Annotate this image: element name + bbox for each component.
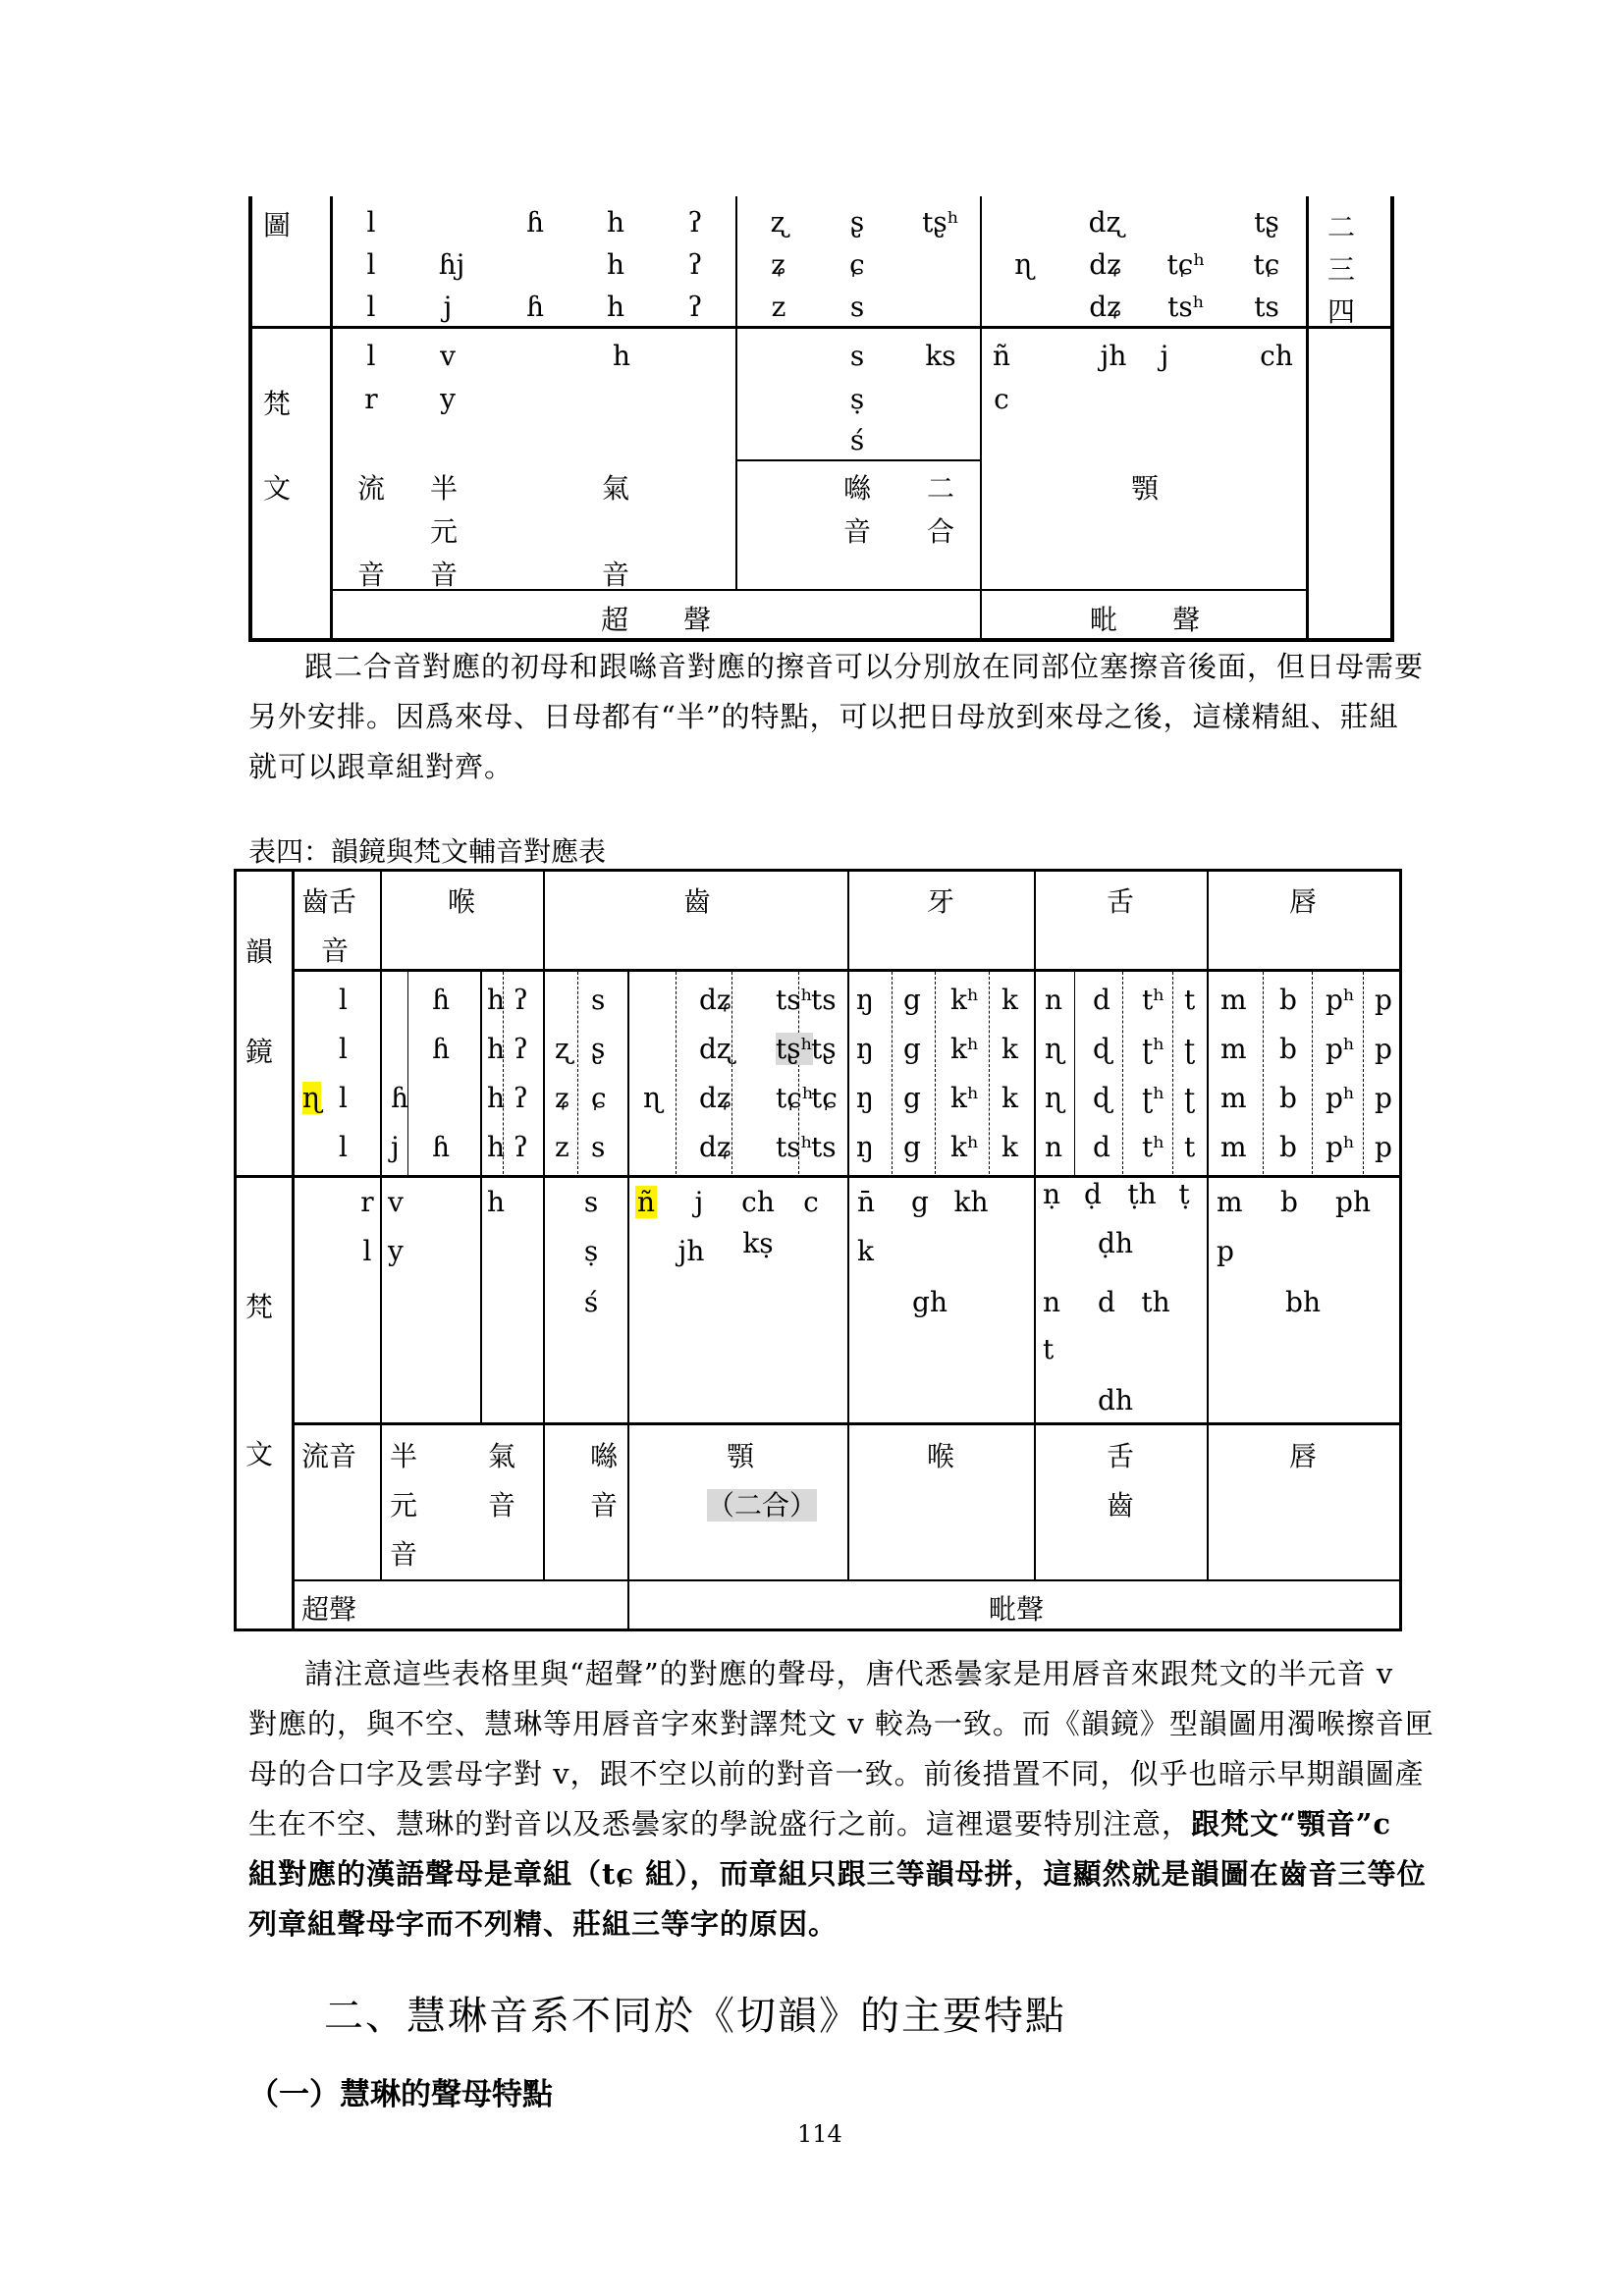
t3-cell: 音 [601, 559, 630, 591]
t4-cell: th [1141, 1286, 1170, 1318]
t3-cell: ʔ [687, 206, 703, 239]
t4-yun-cell: ŋ [856, 1033, 875, 1065]
para1-line: 另外安排。因爲來母、日母都有“半”的特點，可以把日母放到來母之後，這樣精組、莊組 [248, 700, 1399, 733]
t3-cell: ks [925, 340, 956, 372]
t4-yun-cell: z [555, 1131, 569, 1163]
t4-yun-cell: g [903, 1033, 921, 1065]
t4-yun-cell: ʈʰ [1142, 1033, 1165, 1065]
t4-cat-tongue: 齒 [1106, 1489, 1135, 1522]
t4-yun-cell: h ʔ [487, 984, 528, 1016]
t4-yun-cell: p [1375, 984, 1392, 1016]
para2-line-text: 生在不空、慧琳的對音以及悉曇家的學說盛行之前。這裡還要特別注意， [248, 1807, 1192, 1841]
t4-cell: ṇ [1043, 1178, 1061, 1210]
t3-cell: s [849, 340, 865, 372]
t4-yun-cell: h ʔ [487, 1033, 528, 1065]
t4-cell: y [388, 1235, 404, 1267]
t4-yun-cell: n [1045, 1131, 1063, 1163]
t4-yun-cell: ʐ [555, 1033, 571, 1065]
t3-footer-pi: 毗 聲 [1089, 604, 1201, 636]
t3-cell: 氣 [601, 472, 630, 505]
t3-div: 二 [1326, 211, 1356, 243]
t4-yun-cell: dʑ [699, 984, 732, 1016]
t4-yun-cell: dʐ [699, 1033, 733, 1065]
t4-cell: p [1217, 1235, 1234, 1267]
t3-div: 四 [1326, 295, 1356, 328]
t3-cell: dʐ [1088, 206, 1123, 239]
t4-yun-cell: pʰ [1326, 1082, 1356, 1114]
t4-yun-cell: ŋ [856, 984, 875, 1016]
t4-yun-cell: k [1001, 1082, 1018, 1114]
t4-cell: ṭ [1178, 1178, 1190, 1210]
t3-cell: ɳ [1014, 248, 1034, 281]
t3-label-wen: 文 [263, 472, 292, 505]
t4-yun-cell: tʂʰ [776, 1033, 813, 1065]
t4-cat-liq: 流音 [301, 1440, 357, 1472]
t4-yun-cell: b [1279, 1033, 1297, 1065]
t4-cell: t [1043, 1333, 1055, 1365]
t4-cell: ṭh [1127, 1178, 1157, 1210]
t4-yun-cell: tɕʰ [776, 1082, 815, 1114]
t3-cell: ñ [992, 340, 1011, 372]
t4-yun-cell: p [1375, 1082, 1392, 1114]
t4-yun-cell: ŋ [856, 1082, 875, 1114]
t4-yun-cell: pʰ [1326, 1131, 1356, 1163]
t4-yun-cell: l [339, 1082, 348, 1114]
t3-cell: 流 [356, 472, 386, 505]
t3-cell: l [366, 248, 376, 281]
t4-yun-cell: ɖ [1093, 1082, 1111, 1114]
t4-yun-cell: s [591, 1131, 606, 1163]
t4-yun-cell: pʰ [1326, 1033, 1356, 1065]
t4-header-hou: 喉 [447, 885, 476, 918]
t4-cell: b [1280, 1186, 1298, 1218]
t4-cell: g [911, 1186, 929, 1218]
t4-yun-cell: ʑ [555, 1082, 570, 1114]
para1-line: 跟二合音對應的初母和跟噝音對應的擦音可以分別放在同部位塞擦音後面，但日母需要 [304, 650, 1425, 683]
t3-cell: tʂ [1254, 206, 1279, 239]
t4-label-wen: 文 [245, 1438, 274, 1470]
t3-cell: c [994, 383, 1009, 415]
t4-yun-cell: ŋ [856, 1131, 875, 1163]
t4-header-chishe: 齒舌 [301, 885, 357, 918]
t4-yun-cell: ɦ [432, 1033, 451, 1065]
t3-cell: ʔ [687, 248, 703, 281]
t4-cat-sib: 音 [590, 1489, 619, 1522]
t3-cell: 元 [429, 515, 459, 548]
para1-line: 就可以跟章組對齊。 [248, 750, 514, 783]
t4-yun-cell: ɕ [591, 1082, 607, 1114]
t4-cell: r [360, 1186, 374, 1218]
t4-yun-cell: ɳ [1045, 1033, 1064, 1065]
t4-yun-cell: kʰ [950, 1033, 980, 1065]
t4-cell: ḍh [1098, 1227, 1133, 1259]
t4-yun-cell: ɳ [1045, 1082, 1064, 1114]
t3-cell: ṣ [849, 383, 865, 415]
t4-yun-cell: ʂ [591, 1033, 606, 1065]
t4-yun-cell: tsʰ [776, 984, 813, 1016]
t4-yun-cell: ts [811, 1131, 837, 1163]
t3-cell: j [1160, 340, 1169, 372]
t4-yun-cell: t [1184, 1131, 1196, 1163]
t3-cell: 二 [926, 472, 955, 505]
t4-yun-cell: kʰ [950, 1082, 980, 1114]
t4-yun-cell: tsʰ [776, 1131, 813, 1163]
t4-cell-highlight: ñ [637, 1186, 656, 1218]
t3-cell: h [606, 206, 625, 239]
t4-cat-semi: 音 [390, 1538, 418, 1571]
t3-cell: 音 [429, 559, 459, 591]
t3-cell: 噝 [842, 472, 872, 505]
t4-yun-cell: ɳ [302, 1082, 322, 1114]
t4-cell: n̄ [857, 1186, 876, 1218]
t4-cell: ṣ [583, 1235, 599, 1267]
t3-cell: 合 [926, 515, 955, 548]
t3-cell: jh [1100, 340, 1127, 372]
t4-cell: d [1098, 1286, 1115, 1318]
t4-yun-cell: t [1184, 984, 1196, 1016]
page-number: 114 [797, 2120, 842, 2148]
t4-cell: m [1217, 1186, 1243, 1218]
t4-cat-velar: 喉 [926, 1440, 955, 1472]
t4-cell: c [803, 1186, 819, 1218]
t4-yun-cell: pʰ [1326, 984, 1356, 1016]
t4-yun-cell: l [339, 1131, 348, 1163]
t3-label-tu: 圖 [263, 209, 292, 241]
t4-yun-cell: n [1045, 984, 1063, 1016]
t3-cell: z [771, 291, 786, 323]
t4-yun-cell: tʂ [811, 1033, 837, 1065]
t4-yun-cell: ʈʰ [1142, 1082, 1165, 1114]
t4-header-chun: 唇 [1288, 885, 1318, 918]
t4-yun-cell: b [1279, 1082, 1297, 1114]
t3-cell: ɦ [525, 291, 545, 323]
t4-yun-cell: b [1279, 1131, 1297, 1163]
t4-yun-cell: p [1375, 1131, 1392, 1163]
t4-yun-cell: m [1220, 1033, 1247, 1065]
t4-yun-cell: ɦ [432, 1131, 451, 1163]
section-heading: 二、慧琳音系不同於《切韻》的主要特點 [324, 1994, 1066, 2039]
t3-cell: ʐ [770, 206, 787, 239]
t3-cell: tsʰ [1167, 291, 1205, 323]
t4-header-she: 舌 [1106, 885, 1135, 918]
t3-cell: dʑ [1089, 291, 1122, 323]
t4-yun-cell: h ʔ [487, 1082, 528, 1114]
t4-cell: n [1043, 1286, 1061, 1318]
t4-yun-cell: kʰ [950, 984, 980, 1016]
t3-cell: ʔ [687, 291, 703, 323]
t4-yun-cell: ɳ [643, 1082, 663, 1114]
t3-cell: l [366, 340, 376, 372]
t3-cell: ś [849, 424, 865, 456]
t4-yun-cell: ʈ [1184, 1033, 1196, 1065]
t4-cell: ch [741, 1186, 775, 1218]
t4-cell: kh [953, 1186, 989, 1218]
t4-yun-cell: ɦ [432, 984, 451, 1016]
table-4-caption: 表四：韻鏡與梵文輔音對應表 [248, 835, 607, 868]
t4-yun-cell: l [339, 984, 348, 1016]
t4-yun-cell: b [1279, 984, 1297, 1016]
para2-bold-tail: 跟梵文“顎音”c [1191, 1807, 1392, 1841]
t4-label-jing: 鏡 [245, 1036, 274, 1068]
t3-cell: h [612, 340, 631, 372]
para2-bold-line: 列章組聲母字而不列精、莊組三等字的原因。 [248, 1907, 839, 1941]
t4-yun-cell: d [1093, 984, 1110, 1016]
t4-header-ya: 牙 [926, 885, 955, 918]
subsection-heading: （一）慧琳的聲母特點 [248, 2077, 553, 2112]
t4-cat-pal-sub [707, 1484, 817, 1523]
t4-yun-cell: m [1220, 1131, 1247, 1163]
t3-cell: ts [1254, 291, 1279, 323]
t4-cell: jh [677, 1235, 705, 1267]
t3-cell: ɕ [849, 248, 865, 281]
t4-cell: h [487, 1186, 506, 1218]
t4-yun-cell: g [903, 984, 921, 1016]
t3-cell: r [364, 383, 378, 415]
t3-cell: 音 [842, 515, 872, 548]
t3-cell: h [606, 291, 625, 323]
para2-line [248, 1799, 1391, 1849]
para2-bold-line: 組對應的漢語聲母是章組（tɕ 組），而章組只跟三等韻母拼，這顯然就是韻圖在齒音三等位 [248, 1857, 1427, 1891]
t3-cell: l [366, 206, 376, 239]
t4-cell: gh [912, 1286, 947, 1318]
para2-line: 對應的，與不空、慧琳等用唇音字來對譯梵文 v 較為一致。而《韻鏡》型韻圖用濁喉擦音匣 [248, 1707, 1435, 1740]
t4-cat-semi: 元 [390, 1489, 418, 1522]
t3-cell: y [440, 383, 456, 415]
t3-cell: 音 [356, 559, 386, 591]
t4-yun-cell: ts [811, 984, 837, 1016]
t3-cell: v [440, 340, 456, 372]
t4-cell: ḍ [1084, 1178, 1102, 1210]
t4-yun-cell: tɕ [811, 1082, 838, 1114]
t4-yun-cell: j [391, 1131, 400, 1163]
t3-cell: ʂ [849, 206, 865, 239]
t3-div: 三 [1326, 253, 1356, 286]
t3-cell: dʑ [1089, 248, 1122, 281]
t4-yun-cell: d [1093, 1131, 1110, 1163]
t3-cell: tɕ [1253, 248, 1280, 281]
t4-yun-cell: g [903, 1082, 921, 1114]
t3-cell: tʂʰ [922, 206, 959, 239]
t4-yun-cell: k [1001, 984, 1018, 1016]
t4-footer-chao: 超聲 [301, 1593, 357, 1626]
t4-yun-cell: k [1001, 1131, 1018, 1163]
t4-cat-pal: 顎 [726, 1440, 755, 1472]
t4-cat-tongue: 舌 [1106, 1440, 1135, 1472]
para2-line: 請注意這些表格里與“超聲”的對應的聲母，唐代悉曇家是用唇音來跟梵文的半元音 v [304, 1657, 1394, 1690]
t4-cell: ś [583, 1286, 599, 1318]
t3-cell: tɕʰ [1166, 248, 1206, 281]
t4-yun-cell: dʑ [699, 1082, 732, 1114]
t4-cell: ph [1335, 1186, 1371, 1218]
t4-cat-pal-sub-text: （二合） [707, 1489, 818, 1522]
t4-yun-cell: g [903, 1131, 921, 1163]
t4-cell: v [388, 1186, 404, 1218]
t3-cell: l [366, 291, 376, 323]
para2-line: 母的合口字及雲母字對 v，跟不空以前的對音一致。前後措置不同，似乎也暗示早期韻圖產 [248, 1757, 1425, 1790]
t3-cell: ɦ [525, 206, 545, 239]
t4-yun-cell: tʰ [1142, 984, 1165, 1016]
t3-footer-chao: 超 聲 [600, 604, 712, 636]
t3-cell: 半 [429, 472, 459, 505]
t3-cell: 顎 [1130, 472, 1160, 505]
t3-label-fan: 梵 [263, 388, 292, 420]
t4-yun-cell: h ʔ [487, 1131, 528, 1163]
t4-label-yun: 韻 [245, 935, 274, 968]
t3-cell: ʑ [771, 248, 786, 281]
t3-cell: h [606, 248, 625, 281]
t4-cell: k [857, 1235, 874, 1267]
t4-yun-cell: kʰ [950, 1131, 980, 1163]
t4-yun-cell: p [1375, 1033, 1392, 1065]
t4-header-chi: 齒 [682, 885, 712, 918]
t4-yun-cell: s [591, 984, 606, 1016]
t4-cat-semi: 半 [390, 1440, 418, 1472]
t4-cell: dh [1098, 1384, 1133, 1416]
t4-yun-cell: ʈ [1184, 1082, 1196, 1114]
t4-footer-pi: 毗聲 [988, 1593, 1045, 1626]
t4-yun-cell: m [1220, 1082, 1247, 1114]
t4-cell: l [362, 1235, 372, 1267]
t4-cell: bh [1285, 1286, 1321, 1318]
t4-cat-labial: 唇 [1288, 1440, 1318, 1472]
t4-yun-cell: dʑ [699, 1131, 732, 1163]
t3-cell: j [443, 291, 453, 323]
t4-yun-cell: ɦ [391, 1082, 409, 1114]
t4-cell: kṣ [742, 1227, 774, 1259]
t4-header-yin: 音 [321, 934, 350, 967]
t4-cell: j [694, 1186, 704, 1218]
t4-cat-breath: 氣 [488, 1440, 516, 1472]
t4-yun-cell: l [339, 1033, 348, 1065]
t3-cell: ɦj [438, 248, 465, 281]
t4-yun-cell: tʰ [1142, 1131, 1165, 1163]
t4-yun-cell: ɖ [1093, 1033, 1111, 1065]
t4-yun-cell: k [1001, 1033, 1018, 1065]
t4-label-fan: 梵 [245, 1291, 274, 1323]
t3-cell: ch [1260, 340, 1293, 372]
t4-cat-breath: 音 [488, 1489, 516, 1522]
t4-yun-cell: m [1220, 984, 1247, 1016]
t3-cell: s [849, 291, 865, 323]
t4-cat-sib: 噝 [590, 1440, 619, 1472]
t4-cell: s [583, 1186, 599, 1218]
